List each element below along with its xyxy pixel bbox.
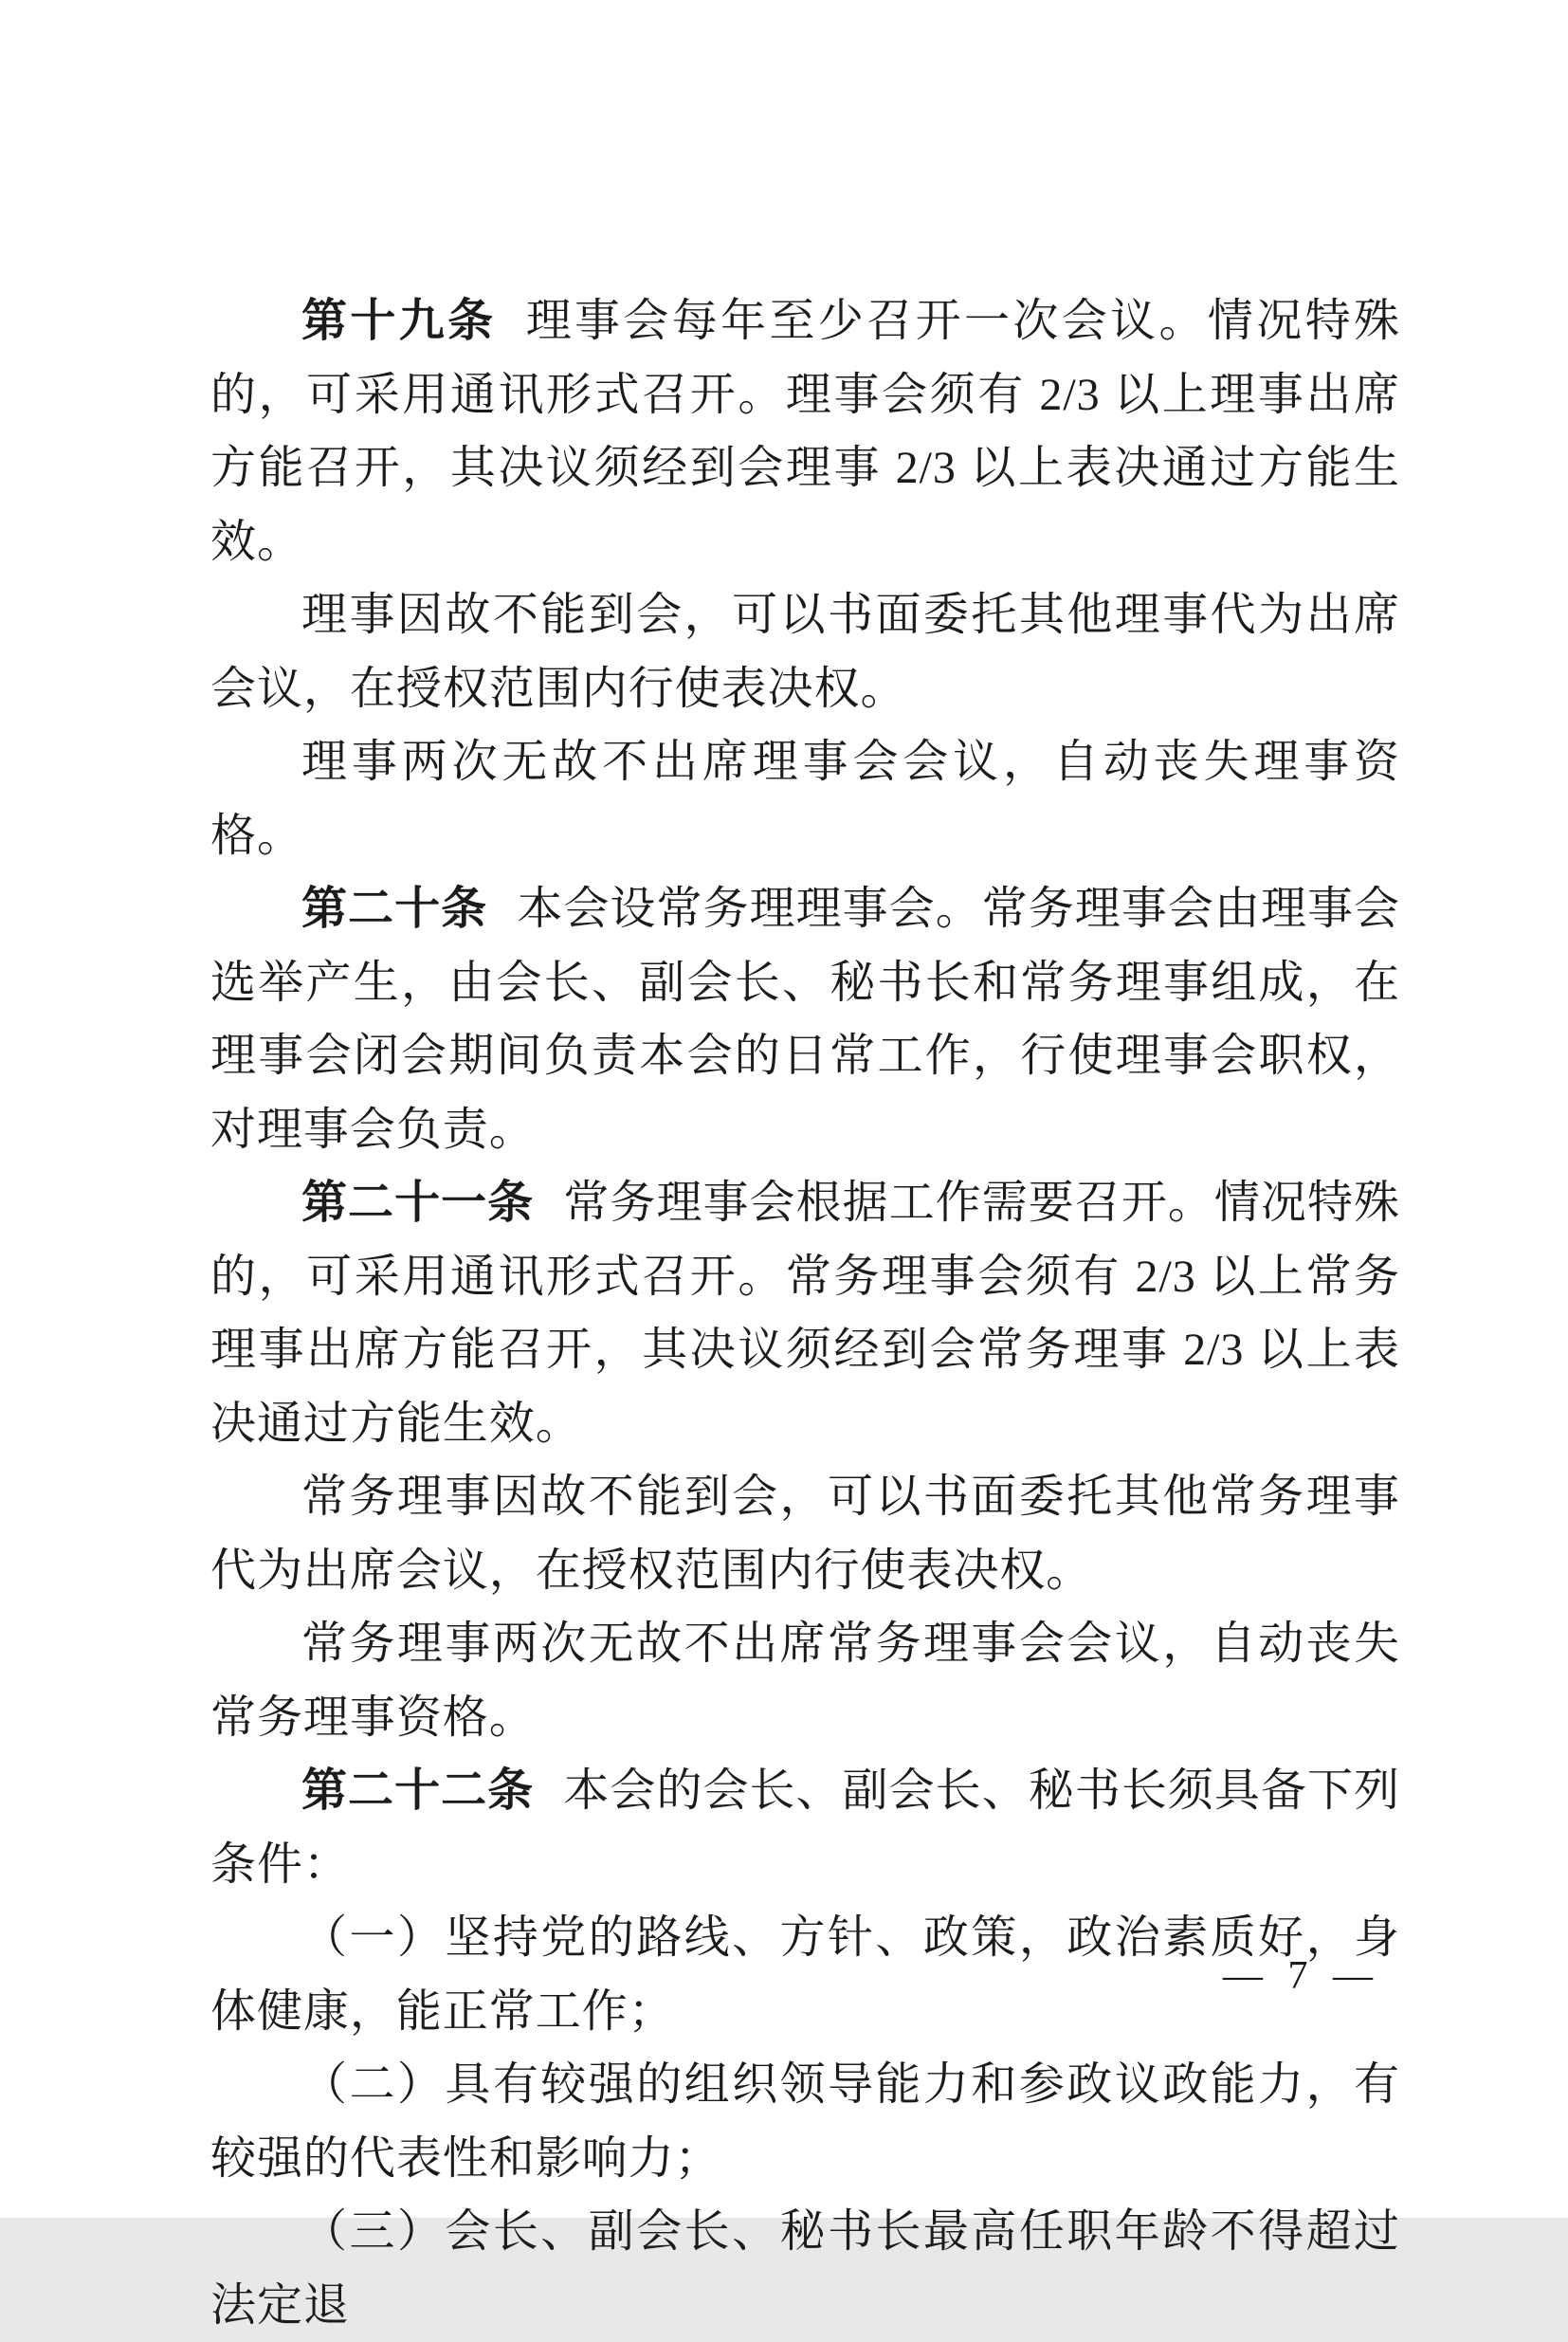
paragraph-text: 常务理事两次无故不出席常务理事会会议，自动丧失常务理事资格。 xyxy=(210,1619,1400,1743)
page-number: — 7 — xyxy=(1223,1954,1380,1998)
paragraph-text: 理事因故不能到会，可以书面委托其他理事代为出席会议，在授权范围内行使表决权。 xyxy=(210,590,1400,714)
paragraph xyxy=(210,284,1400,578)
paragraph xyxy=(210,1166,1400,1460)
paragraph xyxy=(210,2195,1400,2342)
paragraph xyxy=(210,2048,1400,2195)
paragraph xyxy=(210,578,1400,725)
document-body xyxy=(210,284,1400,2342)
paragraph-text: （一）坚持党的路线、方针、政策，政治素质好，身体健康，能正常工作； xyxy=(210,1912,1400,2037)
article-number: 第二十一条 xyxy=(301,1178,535,1228)
paragraph xyxy=(210,1901,1400,2048)
paragraph-text: 常务理事因故不能到会，可以书面委托其他常务理事代为出席会议，在授权范围内行使表决权。 xyxy=(210,1472,1400,1596)
article-number: 第二十二条 xyxy=(301,1766,535,1816)
paragraph xyxy=(210,1607,1400,1754)
paragraph-text: 理事两次无故不出席理事会会议，自动丧失理事资格。 xyxy=(210,737,1400,861)
article-number: 第十九条 xyxy=(301,296,497,346)
paragraph-text: （三）会长、副会长、秘书长最高任职年龄不得超过法定退 xyxy=(210,2206,1400,2331)
paragraph xyxy=(210,872,1400,1166)
paragraph xyxy=(210,1460,1400,1607)
paragraph-text: 常务理事会根据工作需要召开。情况特殊的，可采用通讯形式召开。常务理事会须有 2/3 以上常务理事出席方能召开，其决议须经到会常务理事 2/3 以上表决通过方能生效。 xyxy=(210,1178,1400,1449)
paragraph xyxy=(210,725,1400,872)
paragraph-text: 本会的会长、副会长、秘书长须具备下列条件： xyxy=(210,1766,1400,1890)
paragraph-text: 理事会每年至少召开一次会议。情况特殊的，可采用通讯形式召开。理事会须有 2/3 以上理事出席方能召开，其决议须经到会理事 2/3 以上表决通过方能生效。 xyxy=(210,296,1400,567)
paragraph-text: 本会设常务理理事会。常务理事会由理事会选举产生，由会长、副会长、秘书长和常务理事组成，在理事会闭会期间负责本会的日常工作，行使理事会职权，对理事会负责。 xyxy=(210,884,1400,1155)
paragraph-text: （二）具有较强的组织领导能力和参政议政能力，有较强的代表性和影响力； xyxy=(210,2059,1400,2184)
article-number: 第二十条 xyxy=(301,884,488,934)
paragraph xyxy=(210,1754,1400,1901)
